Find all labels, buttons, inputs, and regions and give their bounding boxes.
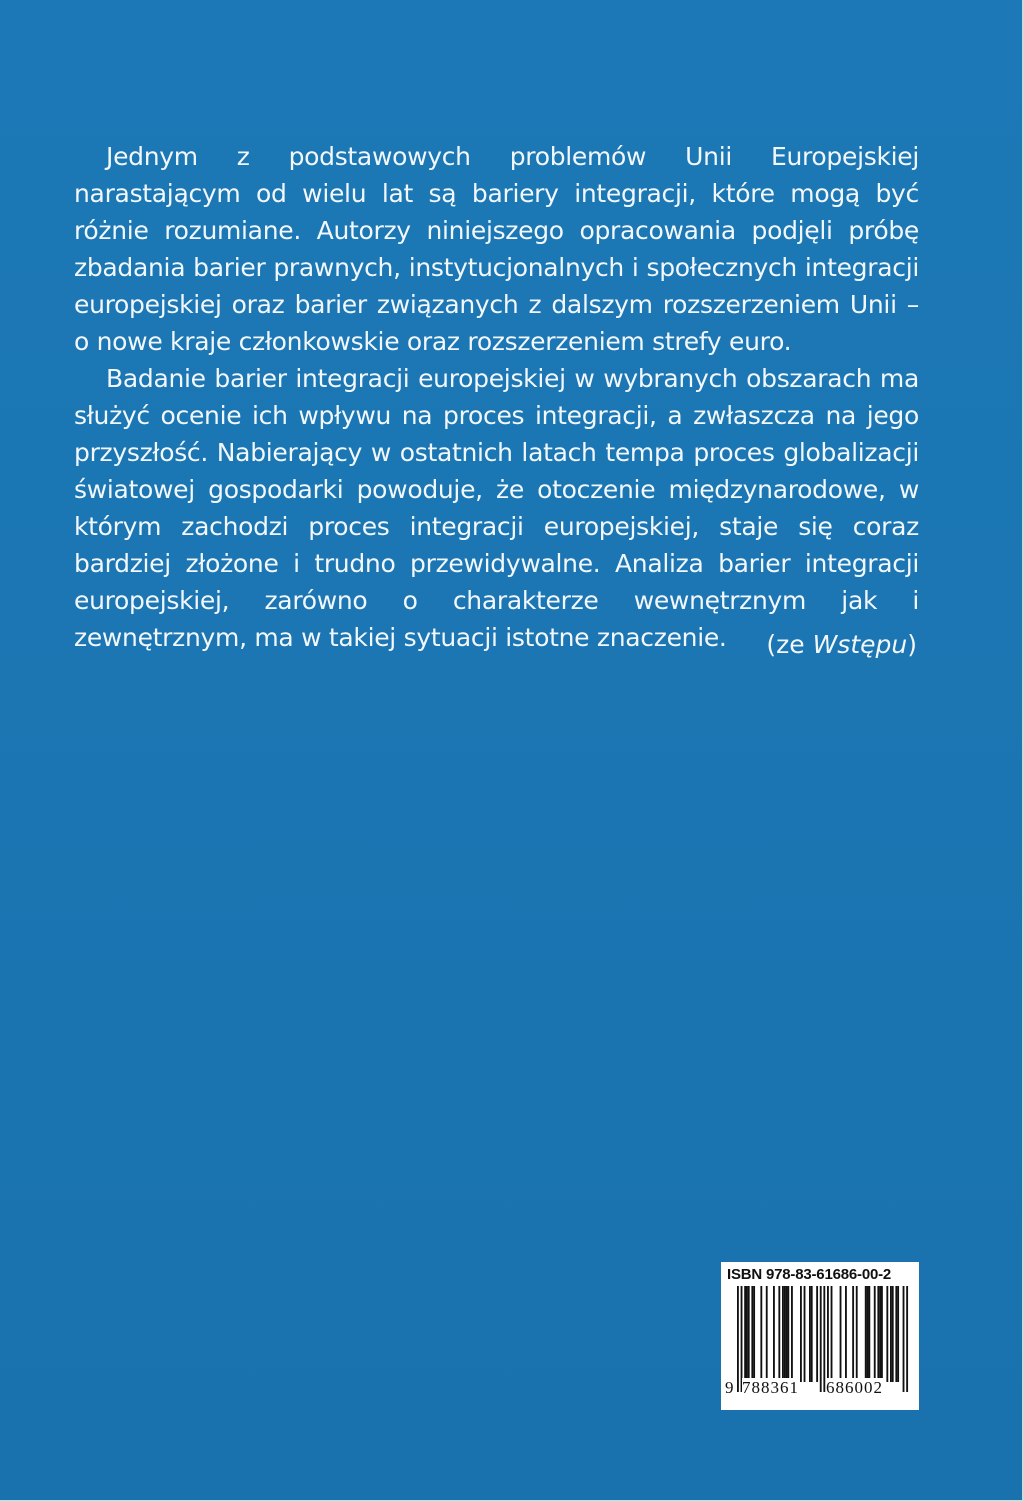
barcode-bar-15 bbox=[791, 1286, 793, 1382]
barcode-bar-14 bbox=[787, 1286, 789, 1382]
attribution-source: Wstępu bbox=[812, 630, 908, 659]
barcode-bar-42 bbox=[906, 1286, 908, 1392]
isbn-barcode-block bbox=[721, 1262, 919, 1410]
barcode-bar-0 bbox=[737, 1286, 739, 1392]
barcode-bar-27 bbox=[852, 1286, 854, 1382]
barcode-bar-16 bbox=[800, 1286, 802, 1382]
barcode-bar-38 bbox=[892, 1286, 894, 1382]
barcode-bar-23 bbox=[827, 1286, 829, 1382]
barcode-bar-19 bbox=[811, 1286, 813, 1382]
barcode-bar-41 bbox=[903, 1286, 905, 1392]
barcode-bar-10 bbox=[778, 1286, 780, 1382]
source-attribution bbox=[640, 626, 917, 663]
barcode-bar-28 bbox=[856, 1286, 858, 1382]
barcode-bar-1 bbox=[741, 1286, 743, 1392]
attribution-suffix: ) bbox=[907, 630, 917, 659]
cover-blurb bbox=[74, 138, 919, 656]
barcode-bar-13 bbox=[786, 1286, 788, 1382]
barcode-bar-22 bbox=[823, 1286, 825, 1392]
barcode-bar-32 bbox=[874, 1286, 876, 1382]
barcode-bar-2 bbox=[744, 1286, 746, 1382]
barcode-bar-39 bbox=[895, 1286, 897, 1382]
barcode-digits-left: 788361 bbox=[742, 1378, 799, 1397]
blurb-paragraph-1: Jednym z podstawowych problemów Unii Europejskiej narastającym od wielu lat są bariery integracji, które mogą być różnie rozumiane. Autorzy niniejszego opracowania podjęli próbę zbadania barier prawnych, instytucjonalnych i społecznych integracji europejskiej oraz barier związanych z dalszym rozszerzeniem Unii – o nowe kraje członkowskie oraz rozszerzeniem strefy euro. bbox=[74, 142, 919, 356]
isbn-label: ISBN 978-83-61686-00-2 bbox=[727, 1266, 892, 1283]
barcode-bar-17 bbox=[804, 1286, 806, 1382]
attribution-prefix: (ze bbox=[766, 630, 813, 659]
barcode-bar-12 bbox=[784, 1286, 786, 1382]
barcode-bar-40 bbox=[897, 1286, 899, 1382]
barcode-digits-right: 686002 bbox=[826, 1378, 883, 1397]
barcode-bar-11 bbox=[782, 1286, 784, 1382]
barcode-bar-26 bbox=[845, 1286, 847, 1382]
barcode-bar-9 bbox=[773, 1286, 775, 1382]
barcode-bar-36 bbox=[886, 1286, 888, 1382]
barcode-bar-5 bbox=[751, 1286, 753, 1382]
barcode-bar-21 bbox=[820, 1286, 822, 1392]
barcode-bar-6 bbox=[753, 1286, 755, 1382]
barcode-bar-24 bbox=[831, 1286, 833, 1382]
barcode-digit-lead: 9 bbox=[725, 1378, 735, 1397]
barcode-bar-33 bbox=[877, 1286, 879, 1382]
barcode-bar-7 bbox=[760, 1286, 762, 1382]
barcode-bar-37 bbox=[890, 1286, 892, 1382]
barcode-bar-31 bbox=[868, 1286, 870, 1382]
barcode-bar-20 bbox=[816, 1286, 818, 1382]
barcode-bar-3 bbox=[746, 1286, 748, 1382]
barcode-bar-25 bbox=[840, 1286, 842, 1382]
barcode-bar-18 bbox=[809, 1286, 811, 1382]
barcode-bar-8 bbox=[766, 1286, 768, 1382]
barcode-bar-4 bbox=[748, 1286, 750, 1382]
barcode-bar-30 bbox=[867, 1286, 869, 1382]
barcode-bar-35 bbox=[881, 1286, 883, 1382]
blurb-paragraph-2: Badanie barier integracji europejskiej w wybranych obszarach ma służyć ocenie ich wpływu na proces integracji, a zwłaszcza na jego przyszłość. Nabierający w ostatnich latach tempa proces globalizacji światowej gospodarki powoduje, że otoczenie międzynarodowe, w którym zachodzi proces integracji europejskiej, staje się coraz bardziej złożone i trudno przewidywalne. Analiza barier integracji europejskiej, zarówno o charakterze wewnętrznym jak i zewnętrznym, ma w takiej sytuacji istotne znaczenie. bbox=[74, 364, 919, 652]
barcode-bar-29 bbox=[865, 1286, 867, 1382]
barcode-bar-34 bbox=[879, 1286, 881, 1382]
